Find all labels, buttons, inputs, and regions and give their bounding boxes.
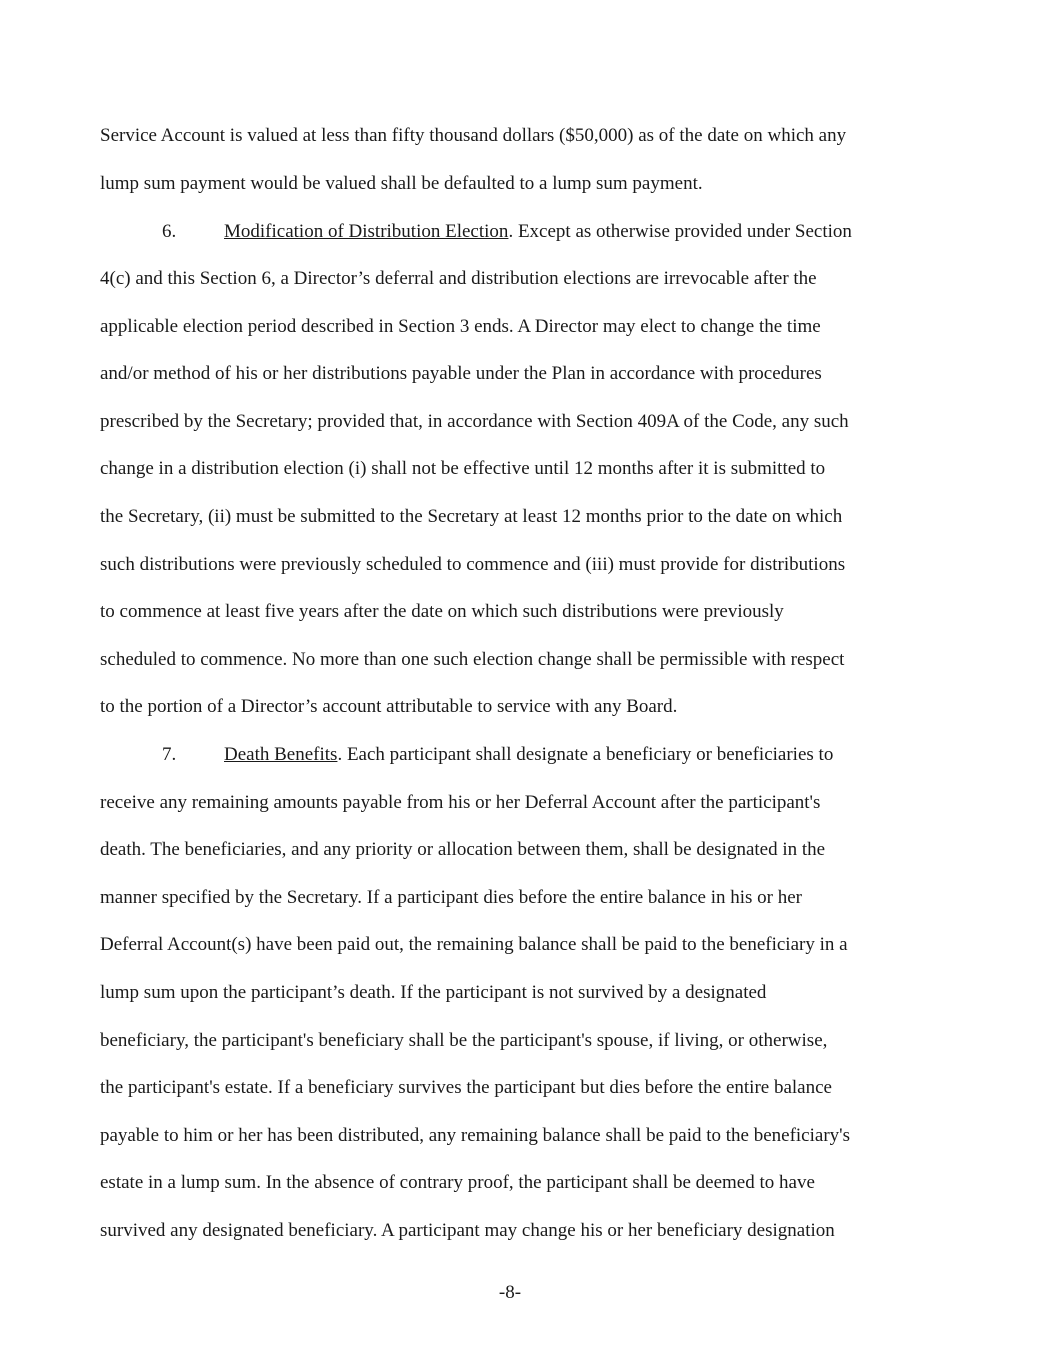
text-line: the participant's estate. If a beneficiary survives the participant but dies before the entire balance: [100, 1077, 832, 1098]
section-heading-text: . Except as otherwise provided under Section: [508, 221, 852, 242]
text-line: survived any designated beneficiary. A participant may change his or her beneficiary designation: [100, 1220, 835, 1241]
text-line: death. The beneficiaries, and any priority or allocation between them, shall be designated in the: [100, 839, 826, 860]
text-line: the Secretary, (ii) must be submitted to the Secretary at least 12 months prior to the date on which: [100, 506, 843, 527]
section-title: Death Benefits: [224, 744, 338, 765]
text-line: payable to him or her has been distributed, any remaining balance shall be paid to the beneficiary's: [100, 1125, 850, 1146]
page-number: -8-: [498, 1282, 522, 1303]
text-line: to the portion of a Director’s account attributable to service with any Board.: [100, 696, 678, 717]
text-line: receive any remaining amounts payable from his or her Deferral Account after the participant's: [100, 792, 821, 813]
text-line: change in a distribution election (i) shall not be effective until 12 months after it is submitted to: [100, 458, 826, 479]
section-number: 6.: [162, 221, 177, 242]
section-heading-line: [224, 220, 852, 244]
text-line: to commence at least five years after the date on which such distributions were previously: [100, 601, 784, 622]
text-line: 4(c) and this Section 6, a Director’s deferral and distribution elections are irrevocable after the: [100, 268, 817, 289]
section-heading-line: [224, 743, 833, 767]
section-heading-text: . Each participant shall designate a beneficiary or beneficiaries to: [337, 744, 834, 765]
text-line: such distributions were previously scheduled to commence and (iii) must provide for distributions: [100, 554, 846, 575]
text-line: Service Account is valued at less than fifty thousand dollars ($50,000) as of the date on which any: [100, 125, 847, 146]
text-line: prescribed by the Secretary; provided that, in accordance with Section 409A of the Code, any such: [100, 411, 849, 432]
text-line: applicable election period described in Section 3 ends. A Director may elect to change the time: [100, 316, 821, 337]
section-title: Modification of Distribution Election: [224, 221, 509, 242]
text-line: scheduled to commence. No more than one such election change shall be permissible with respect: [100, 649, 845, 670]
text-line: lump sum upon the participant’s death. If the participant is not survived by a designated: [100, 982, 767, 1003]
text-line: and/or method of his or her distributions payable under the Plan in accordance with procedures: [100, 363, 822, 384]
text-line: manner specified by the Secretary. If a participant dies before the entire balance in his or her: [100, 887, 802, 908]
text-line: Deferral Account(s) have been paid out, the remaining balance shall be paid to the beneficiary in a: [100, 934, 848, 955]
section-number: 7.: [162, 744, 177, 765]
text-line: estate in a lump sum. In the absence of contrary proof, the participant shall be deemed to have: [100, 1172, 815, 1193]
text-line: beneficiary, the participant's beneficiary shall be the participant's spouse, if living, or otherwise,: [100, 1030, 828, 1051]
text-line: lump sum payment would be valued shall be defaulted to a lump sum payment.: [100, 173, 703, 194]
